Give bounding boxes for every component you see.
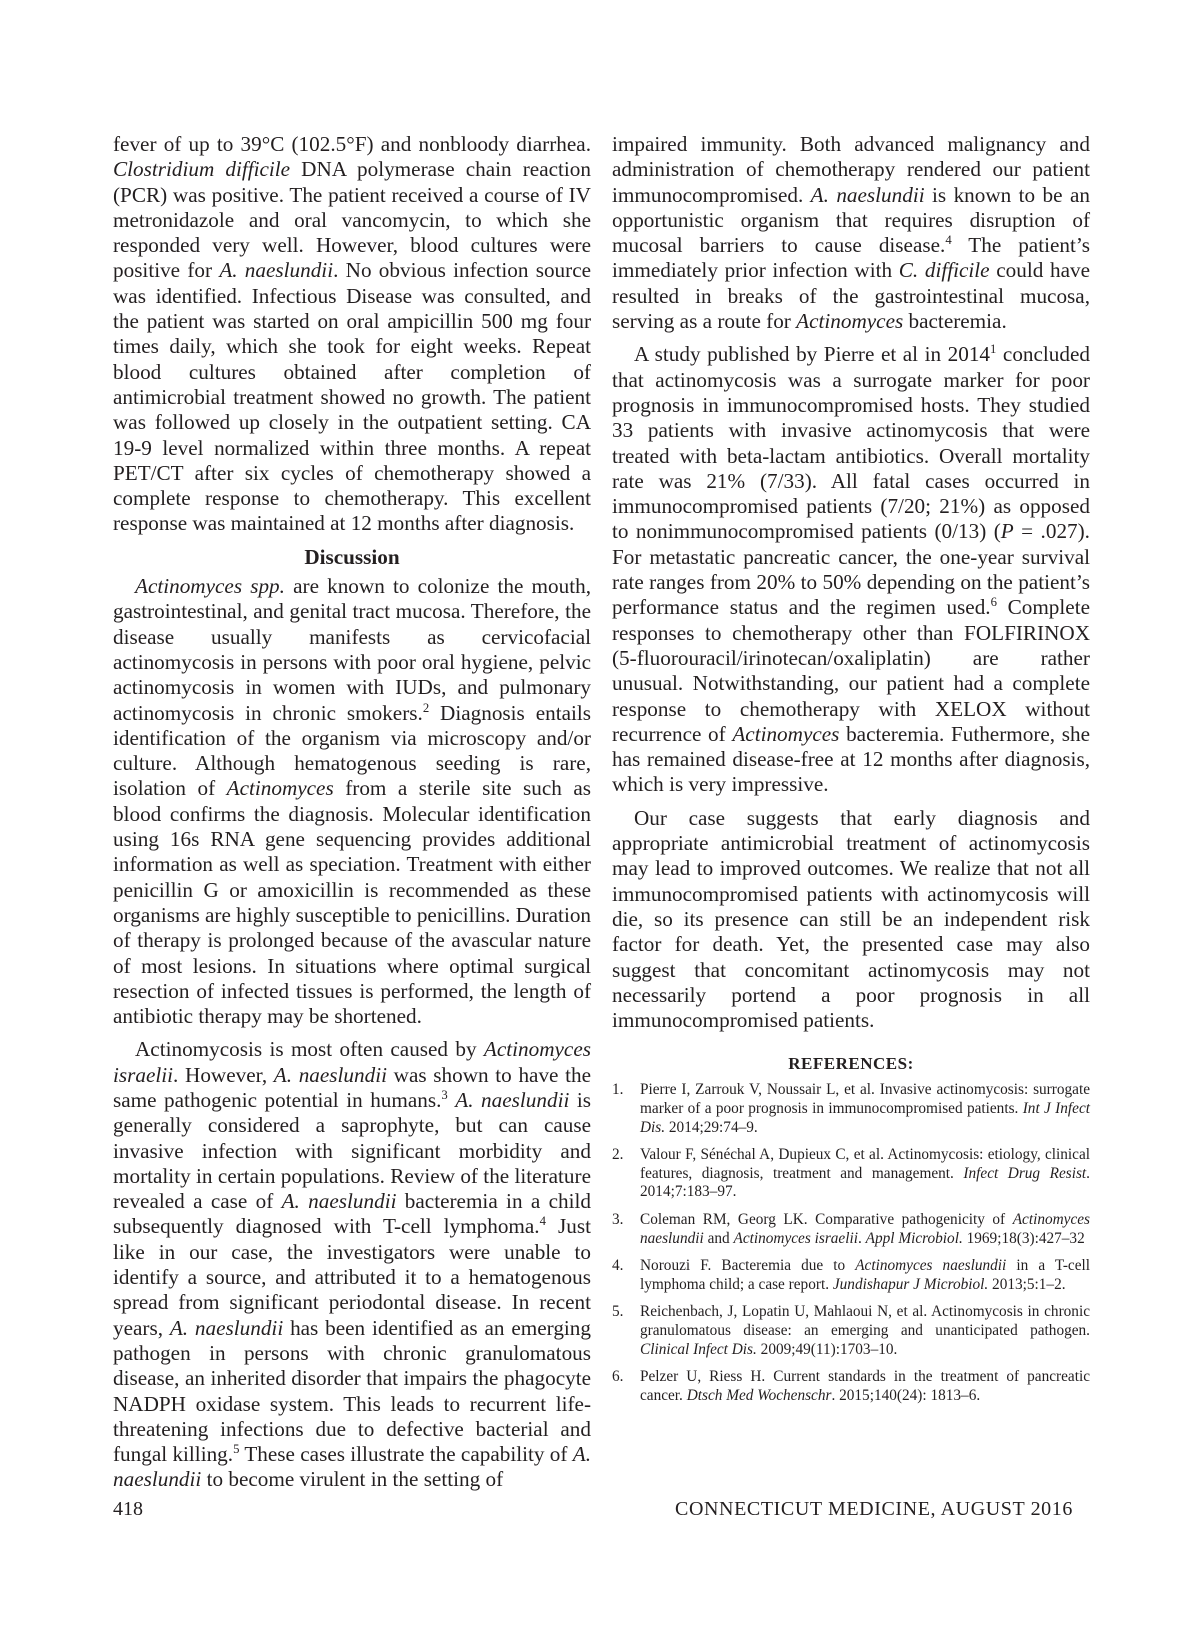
reference-number: 2. [612, 1146, 624, 1164]
reference-item [612, 1303, 1090, 1359]
left-column [113, 132, 591, 1493]
body-paragraph: impaired immunity. Both advanced malignancy and administration of chemotherapy rendered our patient immunocompromised. A. naeslundii is known to be an opportunistic organism that requires disruption of mucosal barriers to cause disease.$^4$ The patient’s immediately prior infection with C. difficile could have resulted in breaks of the gastrointestinal mucosa, serving as a route for Actinomyces bacteremia. [612, 132, 1091, 334]
reference-number: 1. [612, 1081, 624, 1099]
reference-item [612, 1146, 1090, 1202]
body-paragraph: A study published by Pierre et al in 2014$^1$ concluded that actinomycosis was a surrogate marker for poor prognosis in immunocompromised hosts. They studied 33 patients with invasive actinomycosis that were treated with beta-lactam antibiotics. Overall mortality rate was 21% (7/33). All fatal cases occurred in immunocompromised patients (7/20; 21%) as opposed to nonimmunocompromised patients (0/13) (P = .027). For metastatic pancreatic cancer, the one-year survival rate ranges from 20% to 50% depending on the patient’s performance status and the regimen used.$^6$ Complete responses to chemotherapy other than FOLFIRINOX (5-fluorouracil/irinotecan/oxaliplatin) are rather unusual. Notwithstanding, our patient had a complete response to chemotherapy with XELOX without recurrence of Actinomyces bacteremia. Futhermore, she has remained disease-free at 12 months after diagnosis, which is very impressive. [612, 342, 1090, 797]
journal-footer: CONNECTICUT MEDICINE, AUGUST 2016 [675, 1498, 1073, 1520]
reference-text: Reichenbach, J, Lopatin U, Mahlaoui N, et al. Actinomycosis in chronic granulomatous disease: an emerging and unanticipated pathogen. Clinical Infect Dis. 2009;49(11):1703–10. [640, 1303, 1090, 1358]
reference-text: Pelzer U, Riess H. Current standards in the treatment of pancreatic cancer. Dtsch Med Wochenschr. 2015;140(24): 1813–6. [640, 1368, 1090, 1404]
body-paragraph: Our case suggests that early diagnosis and appropriate antimicrobial treatment of actinomycosis may lead to improved outcomes. We realize that not all immunocompromised patients with actinomycosis will die, so its presence can still be an independent risk factor for death. Yet, the presented case may also suggest that concomitant actinomycosis may not necessarily portend a poor prognosis in all immunocompromised patients. [612, 805, 1090, 1033]
reference-text: Valour F, Sénéchal A, Dupieux C, et al. Actinomycosis: etiology, clinical features, diagnosis, treatment and management. Infect Drug Resist. 2014;7:183–97. [640, 1146, 1090, 1201]
reference-number: 4. [612, 1257, 624, 1275]
reference-item [612, 1257, 1090, 1294]
left-intro-text [113, 132, 591, 537]
reference-number: 5. [612, 1303, 624, 1321]
reference-item [612, 1368, 1090, 1405]
references-list [612, 1081, 1090, 1405]
reference-item [612, 1081, 1090, 1137]
discussion-text [113, 574, 591, 1493]
right-column [612, 132, 1090, 1414]
reference-text: Norouzi F. Bacteremia due to Actinomyces naeslundii in a T-cell lymphoma child; a case report. Jundishapur J Microbiol. 2013;5:1–2. [640, 1257, 1091, 1293]
reference-number: 6. [612, 1368, 624, 1386]
page-number: 418 [113, 1498, 143, 1520]
right-body-text [612, 132, 1090, 1033]
discussion-paragraph: Actinomyces spp. are known to colonize the mouth, gastrointestinal, and genital tract mucosa. Therefore, the disease usually manifests as cervicofacial actinomycosis in persons with poor oral hygiene, pelvic actinomycosis in women with IUDs, and pulmonary actinomycosis in chronic smokers.$^2$ Diagnosis entails identification of the organism via microscopy and/or culture. Although hematogenous seeding is rare, isolation of Actinomyces from a sterile site such as blood confirms the diagnosis. Molecular identification using 16s RNA gene sequencing provides additional information as well as speciation. Treatment with either penicillin G or amoxicillin is recommended as these organisms are highly susceptible to penicillins. Duration of therapy is prolonged because of the avascular nature of most lesions. In situations where optimal surgical resection of infected tissues is performed, the length of antibiotic therapy may be shortened. [113, 574, 592, 1029]
references-heading: REFERENCES: [788, 1054, 914, 1074]
case-continuation-paragraph: fever of up to 39°C (102.5°F) and nonbloody diarrhea. Clostridium difficile DNA polymerase chain reaction (PCR) was positive. The patient received a course of IV metronidazole and oral vancomycin, to which she responded very well. However, blood cultures were positive for A. naeslundii. No obvious infection source was identified. Infectious Disease was consulted, and the patient was started on oral ampicillin 500 mg four times daily, which she took for eight weeks. Repeat blood cultures obtained after completion of antimicrobial treatment showed no growth. The patient was followed up closely in the outpatient setting. CA 19-9 level normalized within three months. A repeat PET/CT after six cycles of chemotherapy showed a complete response to chemotherapy. This excellent response was maintained at 12 months after diagnosis. [113, 132, 591, 536]
discussion-paragraph: Actinomycosis is most often caused by Actinomyces israelii. However, A. naeslundii was shown to have the same pathogenic potential in humans.$^3$ A. naeslundii is generally considered a saprophyte, but can cause invasive infection with significant morbidity and mortality in certain populations. Review of the literature revealed a case of A. naeslundii bacteremia in a child subsequently diagnosed with T-cell lymphoma.$^4$ Just like in our case, the investigators were unable to identify a source, and attributed it to a hematogenous spread from significant periodontal disease. In recent years, A. naeslundii has been identified as an emerging pathogen in persons with chronic granulomatous disease, an inherited disorder that impairs the phagocyte NADPH oxidase system. This leads to recurrent life-threatening infections due to defective bacterial and fungal killing.$^5$ These cases illustrate the capability of A. naeslundii to become virulent in the setting of [113, 1037, 591, 1492]
reference-text: Pierre I, Zarrouk V, Noussair L, et al. Invasive actinomycosis: surrogate marker of a poor prognosis in immunocompromised patients. Int J Infect Dis. 2014;29:74–9. [640, 1081, 1090, 1136]
reference-number: 3. [612, 1210, 624, 1228]
reference-text: Coleman RM, Georg LK. Comparative pathogenicity of Actinomyces naeslundii and Actinomyces israelii. Appl Microbiol. 1969;18(3):427–32 [640, 1210, 1090, 1247]
discussion-heading: Discussion [304, 544, 400, 569]
reference-item [612, 1211, 1090, 1248]
